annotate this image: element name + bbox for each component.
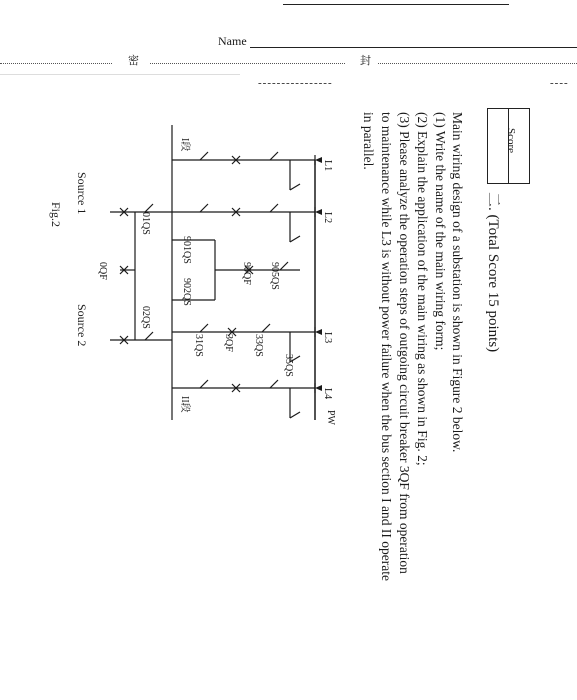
- feeder-l2: [172, 204, 315, 242]
- question-heading: 二. (Total Score 15 points): [485, 192, 501, 353]
- label-bus-ii: II段: [179, 396, 190, 413]
- question-line: (2) Explain the application of the main wiring as shown in Fig. 2;: [415, 112, 430, 466]
- dash-row-tail: ----: [550, 77, 569, 89]
- label-bus-i: I段: [179, 138, 190, 152]
- label-33qs: 33QS: [253, 334, 264, 357]
- label-source-2: Source 2: [75, 304, 89, 347]
- label-902qs: 902QS: [181, 278, 192, 306]
- l3-arrow: [315, 329, 322, 335]
- label-90qf: 90QF: [241, 262, 252, 285]
- feeder-l1: [172, 152, 315, 190]
- source-2-branch: [110, 332, 172, 344]
- seal-char-left: 密: [128, 55, 139, 67]
- question-line: to maintenance while L3 is without power failure when the bus section I and II operate: [379, 112, 394, 581]
- score-label: Score: [505, 128, 517, 154]
- label-905qs: 905QS: [269, 262, 280, 290]
- label-l4: L4: [322, 388, 333, 400]
- label-l1: L1: [322, 160, 333, 172]
- l2-arrow: [315, 209, 322, 215]
- question-line: in parallel.: [361, 112, 376, 170]
- label-pw: PW: [325, 410, 336, 425]
- label-source-1: Source 1: [75, 172, 89, 215]
- seal-char-right: 封: [360, 55, 371, 67]
- figure-caption: Fig.2: [49, 202, 63, 228]
- label-l2: L2: [322, 212, 333, 224]
- label-901qs: 901QS: [181, 236, 192, 264]
- dash-row: ----------------: [258, 77, 333, 89]
- label-02qs: 02QS: [140, 306, 151, 329]
- label-01qs: 01QS: [140, 212, 151, 235]
- label-35qs: 35QS: [283, 354, 294, 377]
- name-label: Name: [218, 34, 247, 48]
- question-line: Main wiring design of a substation is shown in Figure 2 below.: [450, 112, 465, 453]
- label-l3: L3: [322, 332, 333, 344]
- label-3qf: 3QF: [223, 334, 234, 352]
- l4-arrow: [315, 385, 322, 391]
- label-0qf: 0QF: [97, 262, 108, 280]
- l1-arrow: [315, 157, 322, 163]
- label-31qs: 31QS: [193, 334, 204, 357]
- feeder-l4: [172, 380, 315, 418]
- question-line: (3) Please analyze the operation steps of outgoing circuit breaker 3QF from operation: [397, 112, 412, 574]
- question-line: (1) Write the name of the main wiring form;: [433, 112, 448, 351]
- source-tie: [120, 212, 135, 340]
